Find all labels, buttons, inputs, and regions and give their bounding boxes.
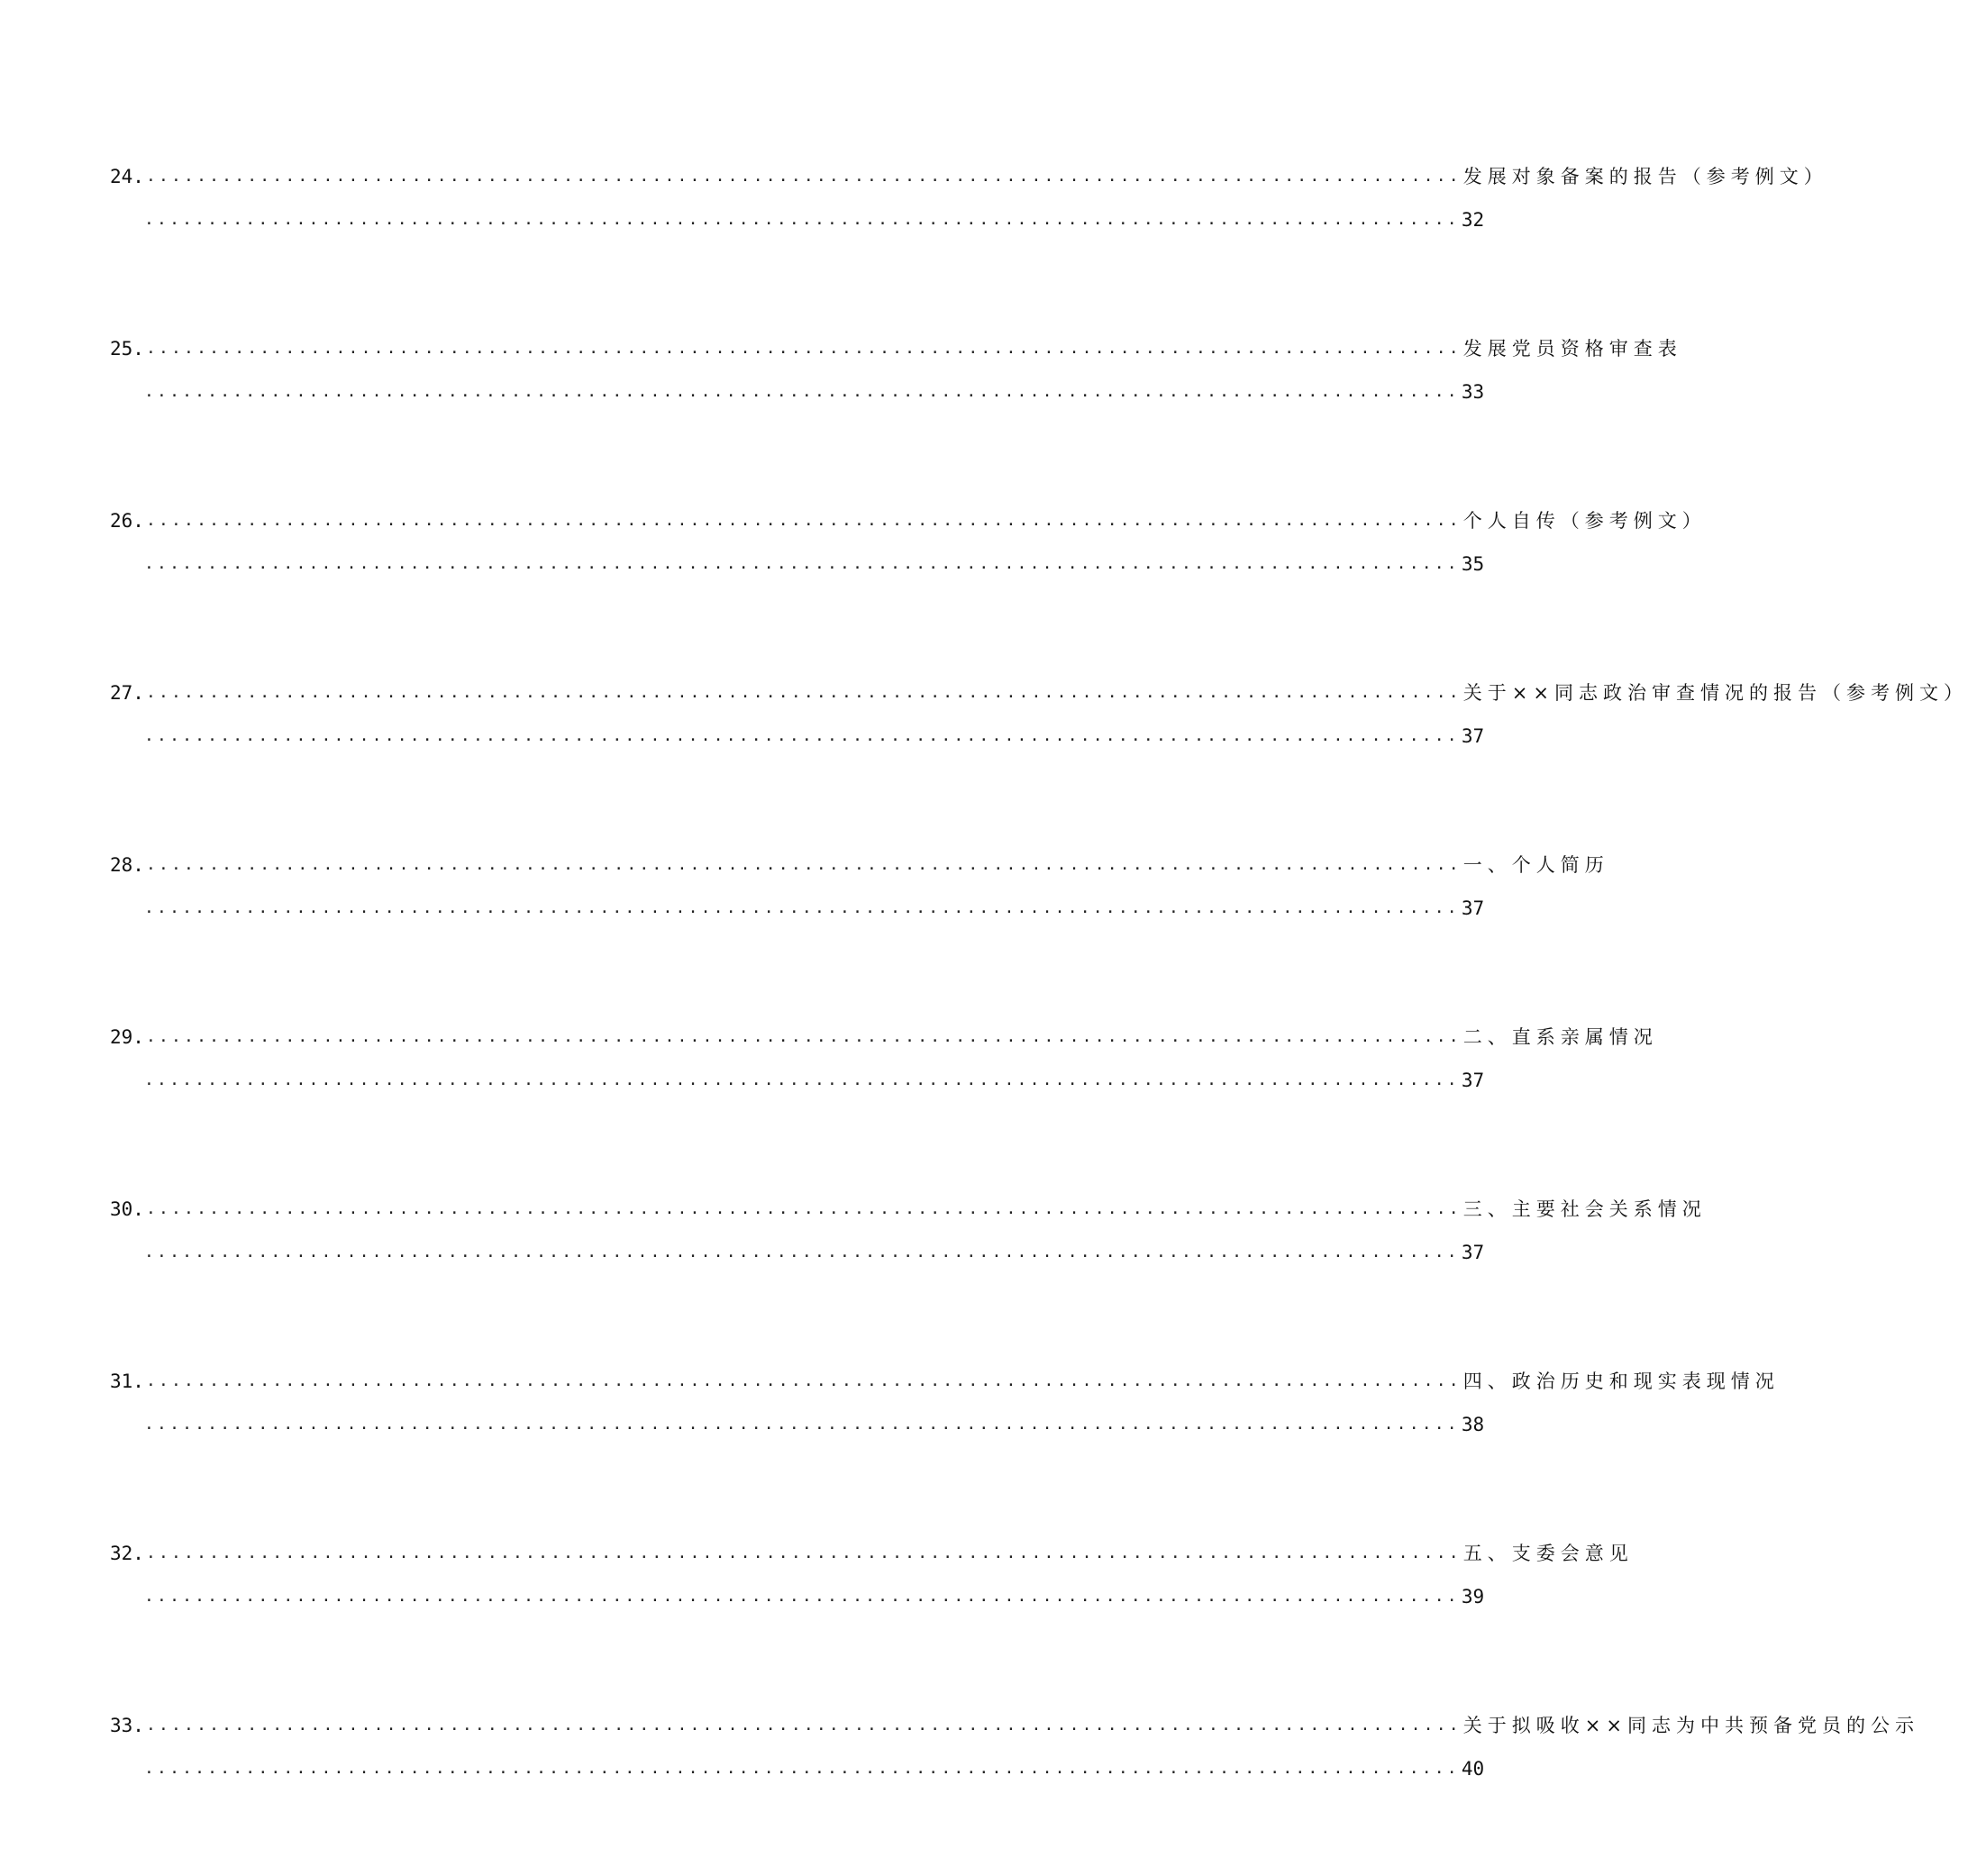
- page-number[interactable]: 39: [1461, 1586, 1485, 1607]
- dot-leader: ........................................................................................................: [144, 210, 1460, 229]
- toc-entry-27[interactable]: [110, 671, 1968, 843]
- toc-entry-page-line: [110, 715, 1485, 758]
- page-number[interactable]: 40: [1461, 1758, 1485, 1780]
- dot-leader: ........................................................................................................: [145, 511, 1462, 530]
- entry-number: 31.: [110, 1371, 144, 1392]
- dot-leader: ........................................................................................................: [145, 1716, 1462, 1735]
- page-number[interactable]: 38: [1461, 1414, 1485, 1435]
- toc-entry-heading: [110, 843, 1609, 887]
- toc-entry-page-line: [110, 1747, 1485, 1790]
- dot-leader: ........................................................................................................: [144, 898, 1460, 917]
- toc-entry-page-line: [110, 542, 1485, 586]
- dot-leader: ........................................................................................................: [145, 1371, 1462, 1390]
- dot-leader: ........................................................................................................: [144, 726, 1460, 745]
- dot-leader: ........................................................................................................: [145, 855, 1462, 874]
- entry-number: 26.: [110, 510, 144, 532]
- toc-entry-heading: [110, 155, 1828, 198]
- entry-title[interactable]: 五、支委会意见: [1462, 1543, 1634, 1564]
- dot-leader: ........................................................................................................: [145, 1544, 1462, 1562]
- toc-entry-33[interactable]: [110, 1704, 1919, 1876]
- page-number[interactable]: 37: [1461, 897, 1485, 919]
- page-number[interactable]: 35: [1461, 553, 1485, 575]
- toc-entry-24[interactable]: [110, 155, 1828, 327]
- entry-number: 28.: [110, 854, 144, 876]
- toc-entry-page-line: [110, 370, 1485, 414]
- toc-entry-heading: [110, 1188, 1707, 1231]
- dot-leader: ........................................................................................................: [144, 382, 1460, 401]
- entry-title[interactable]: 个人自传（参考例文）: [1462, 510, 1707, 532]
- entry-number: 30.: [110, 1198, 144, 1220]
- entry-title[interactable]: 发展党员资格审查表: [1462, 338, 1682, 360]
- dot-leader: ........................................................................................................: [145, 1199, 1462, 1218]
- toc-entry-page-line: [110, 1231, 1485, 1274]
- page-number[interactable]: 37: [1461, 725, 1485, 747]
- toc-entry-heading: [110, 1532, 1634, 1575]
- dot-leader: ........................................................................................................: [144, 1243, 1460, 1261]
- toc-entry-30[interactable]: [110, 1188, 1707, 1360]
- page-number[interactable]: 32: [1461, 209, 1485, 231]
- dot-leader: ........................................................................................................: [144, 1415, 1460, 1434]
- page-number[interactable]: 33: [1461, 381, 1485, 403]
- toc-entry-heading: [110, 1015, 1658, 1059]
- entry-title[interactable]: 关于拟吸收××同志为中共预备党员的公示: [1462, 1715, 1919, 1736]
- dot-leader: ........................................................................................................: [144, 1070, 1460, 1089]
- toc-entry-32[interactable]: [110, 1532, 1634, 1704]
- toc-entry-25[interactable]: [110, 327, 1682, 499]
- toc-entry-heading: [110, 1360, 1780, 1403]
- dot-leader: ........................................................................................................: [145, 339, 1462, 358]
- entry-title[interactable]: 发展对象备案的报告（参考例文）: [1462, 166, 1828, 187]
- dot-leader: ........................................................................................................: [144, 554, 1460, 573]
- entry-title[interactable]: 三、主要社会关系情况: [1462, 1198, 1707, 1220]
- page-number[interactable]: 37: [1461, 1070, 1485, 1091]
- toc-entry-page-line: [110, 1059, 1485, 1102]
- page-number[interactable]: 37: [1461, 1242, 1485, 1263]
- entry-title[interactable]: 四、政治历史和现实表现情况: [1462, 1371, 1780, 1392]
- entry-number: 24.: [110, 166, 144, 187]
- entry-number: 29.: [110, 1026, 144, 1048]
- dot-leader: ........................................................................................................: [145, 167, 1462, 186]
- entry-title[interactable]: 二、直系亲属情况: [1462, 1026, 1658, 1048]
- entry-number: 27.: [110, 682, 144, 704]
- entry-title[interactable]: 关于××同志政治审查情况的报告（参考例文）: [1462, 682, 1968, 704]
- toc-entry-26[interactable]: [110, 499, 1707, 671]
- dot-leader: ........................................................................................................: [144, 1759, 1460, 1778]
- toc-entry-29[interactable]: [110, 1015, 1658, 1188]
- entry-title[interactable]: 一、个人简历: [1462, 854, 1609, 876]
- table-of-contents: [110, 155, 1968, 1876]
- dot-leader: ........................................................................................................: [144, 1587, 1460, 1606]
- toc-entry-page-line: [110, 198, 1485, 241]
- dot-leader: ........................................................................................................: [145, 1027, 1462, 1046]
- toc-entry-heading: [110, 671, 1968, 715]
- toc-entry-28[interactable]: [110, 843, 1609, 1015]
- entry-number: 25.: [110, 338, 144, 360]
- toc-entry-heading: [110, 499, 1707, 542]
- toc-entry-31[interactable]: [110, 1360, 1780, 1532]
- toc-entry-page-line: [110, 887, 1485, 930]
- toc-entry-page-line: [110, 1403, 1485, 1446]
- entry-number: 33.: [110, 1715, 144, 1736]
- toc-entry-heading: [110, 1704, 1919, 1747]
- toc-entry-heading: [110, 327, 1682, 370]
- toc-entry-page-line: [110, 1575, 1485, 1618]
- dot-leader: ........................................................................................................: [145, 683, 1462, 702]
- entry-number: 32.: [110, 1543, 144, 1564]
